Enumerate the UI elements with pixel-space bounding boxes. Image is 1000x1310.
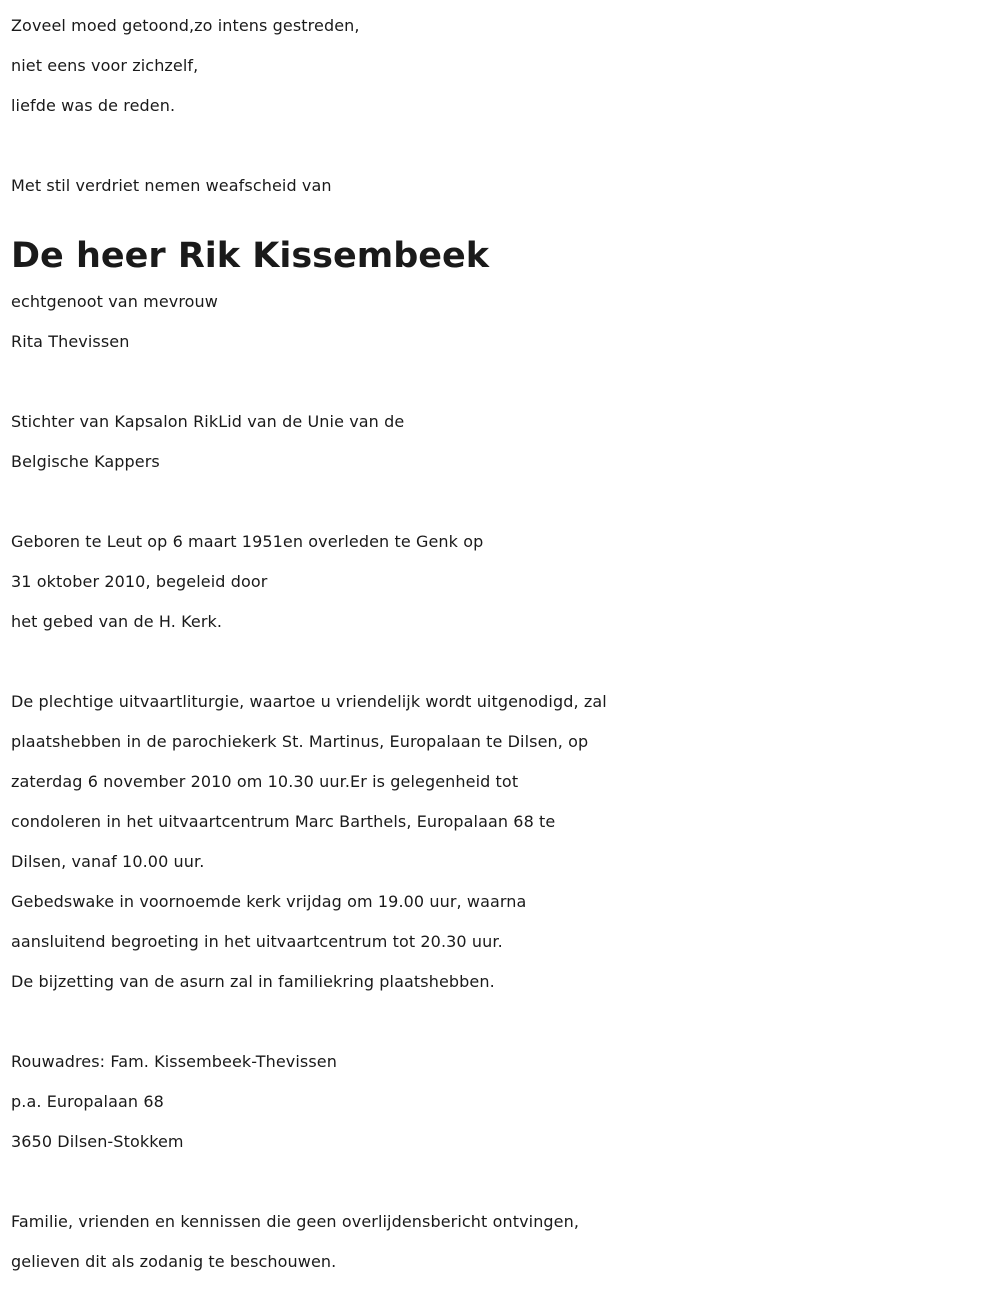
poem-line: Zoveel moed getoond,zo intens gestreden,	[11, 16, 360, 35]
ceremony-line: plaatshebben in de parochiekerk St. Martinus, Europalaan te Dilsen, op	[11, 732, 589, 751]
obituary-notice	[11, 6, 996, 1282]
role-line: Belgische Kappers	[11, 452, 160, 471]
closing-line: Familie, vrienden en kennissen die geen overlijdensbericht ontvingen,	[11, 1212, 580, 1231]
address-line: 3650 Dilsen-Stokkem	[11, 1132, 184, 1151]
poem-line: liefde was de reden.	[11, 96, 176, 115]
roles	[11, 402, 996, 482]
closing-line: gelieven dit als zodanig te beschouwen.	[11, 1252, 337, 1271]
birth-death-line: 31 oktober 2010, begeleid door	[11, 572, 268, 591]
address-line: Rouwadres: Fam. Kissembeek-Thevissen	[11, 1052, 337, 1071]
ceremony-line: aansluitend begroeting in het uitvaartcentrum tot 20.30 uur.	[11, 932, 503, 951]
ceremony-line: Dilsen, vanaf 10.00 uur.	[11, 852, 205, 871]
poem	[11, 6, 996, 126]
address-line: p.a. Europalaan 68	[11, 1092, 164, 1111]
ceremony-line: De bijzetting van de asurn zal in familiekring plaatshebben.	[11, 972, 495, 991]
deceased-name: De heer Rik Kissembeek	[11, 236, 490, 276]
intro-text: Met stil verdriet nemen weafscheid van	[11, 176, 332, 195]
birth-death	[11, 522, 996, 642]
ceremony-details	[11, 682, 996, 1002]
role-line: Stichter van Kapsalon RikLid van de Unie van de	[11, 412, 405, 431]
birth-death-line: Geboren te Leut op 6 maart 1951en overleden te Genk op	[11, 532, 484, 551]
spouse-info	[11, 282, 996, 362]
mourning-address	[11, 1042, 996, 1162]
ceremony-line: condoleren in het uitvaartcentrum Marc Barthels, Europalaan 68 te	[11, 812, 556, 831]
ceremony-line: Gebedswake in voornoemde kerk vrijdag om 19.00 uur, waarna	[11, 892, 527, 911]
ceremony-line: zaterdag 6 november 2010 om 10.30 uur.Er is gelegenheid tot	[11, 772, 519, 791]
spouse-line: Rita Thevissen	[11, 332, 130, 351]
closing-note	[11, 1202, 996, 1282]
poem-line: niet eens voor zichzelf,	[11, 56, 199, 75]
birth-death-line: het gebed van de H. Kerk.	[11, 612, 223, 631]
spouse-line: echtgenoot van mevrouw	[11, 292, 218, 311]
ceremony-line: De plechtige uitvaartliturgie, waartoe u vriendelijk wordt uitgenodigd, zal	[11, 692, 607, 711]
